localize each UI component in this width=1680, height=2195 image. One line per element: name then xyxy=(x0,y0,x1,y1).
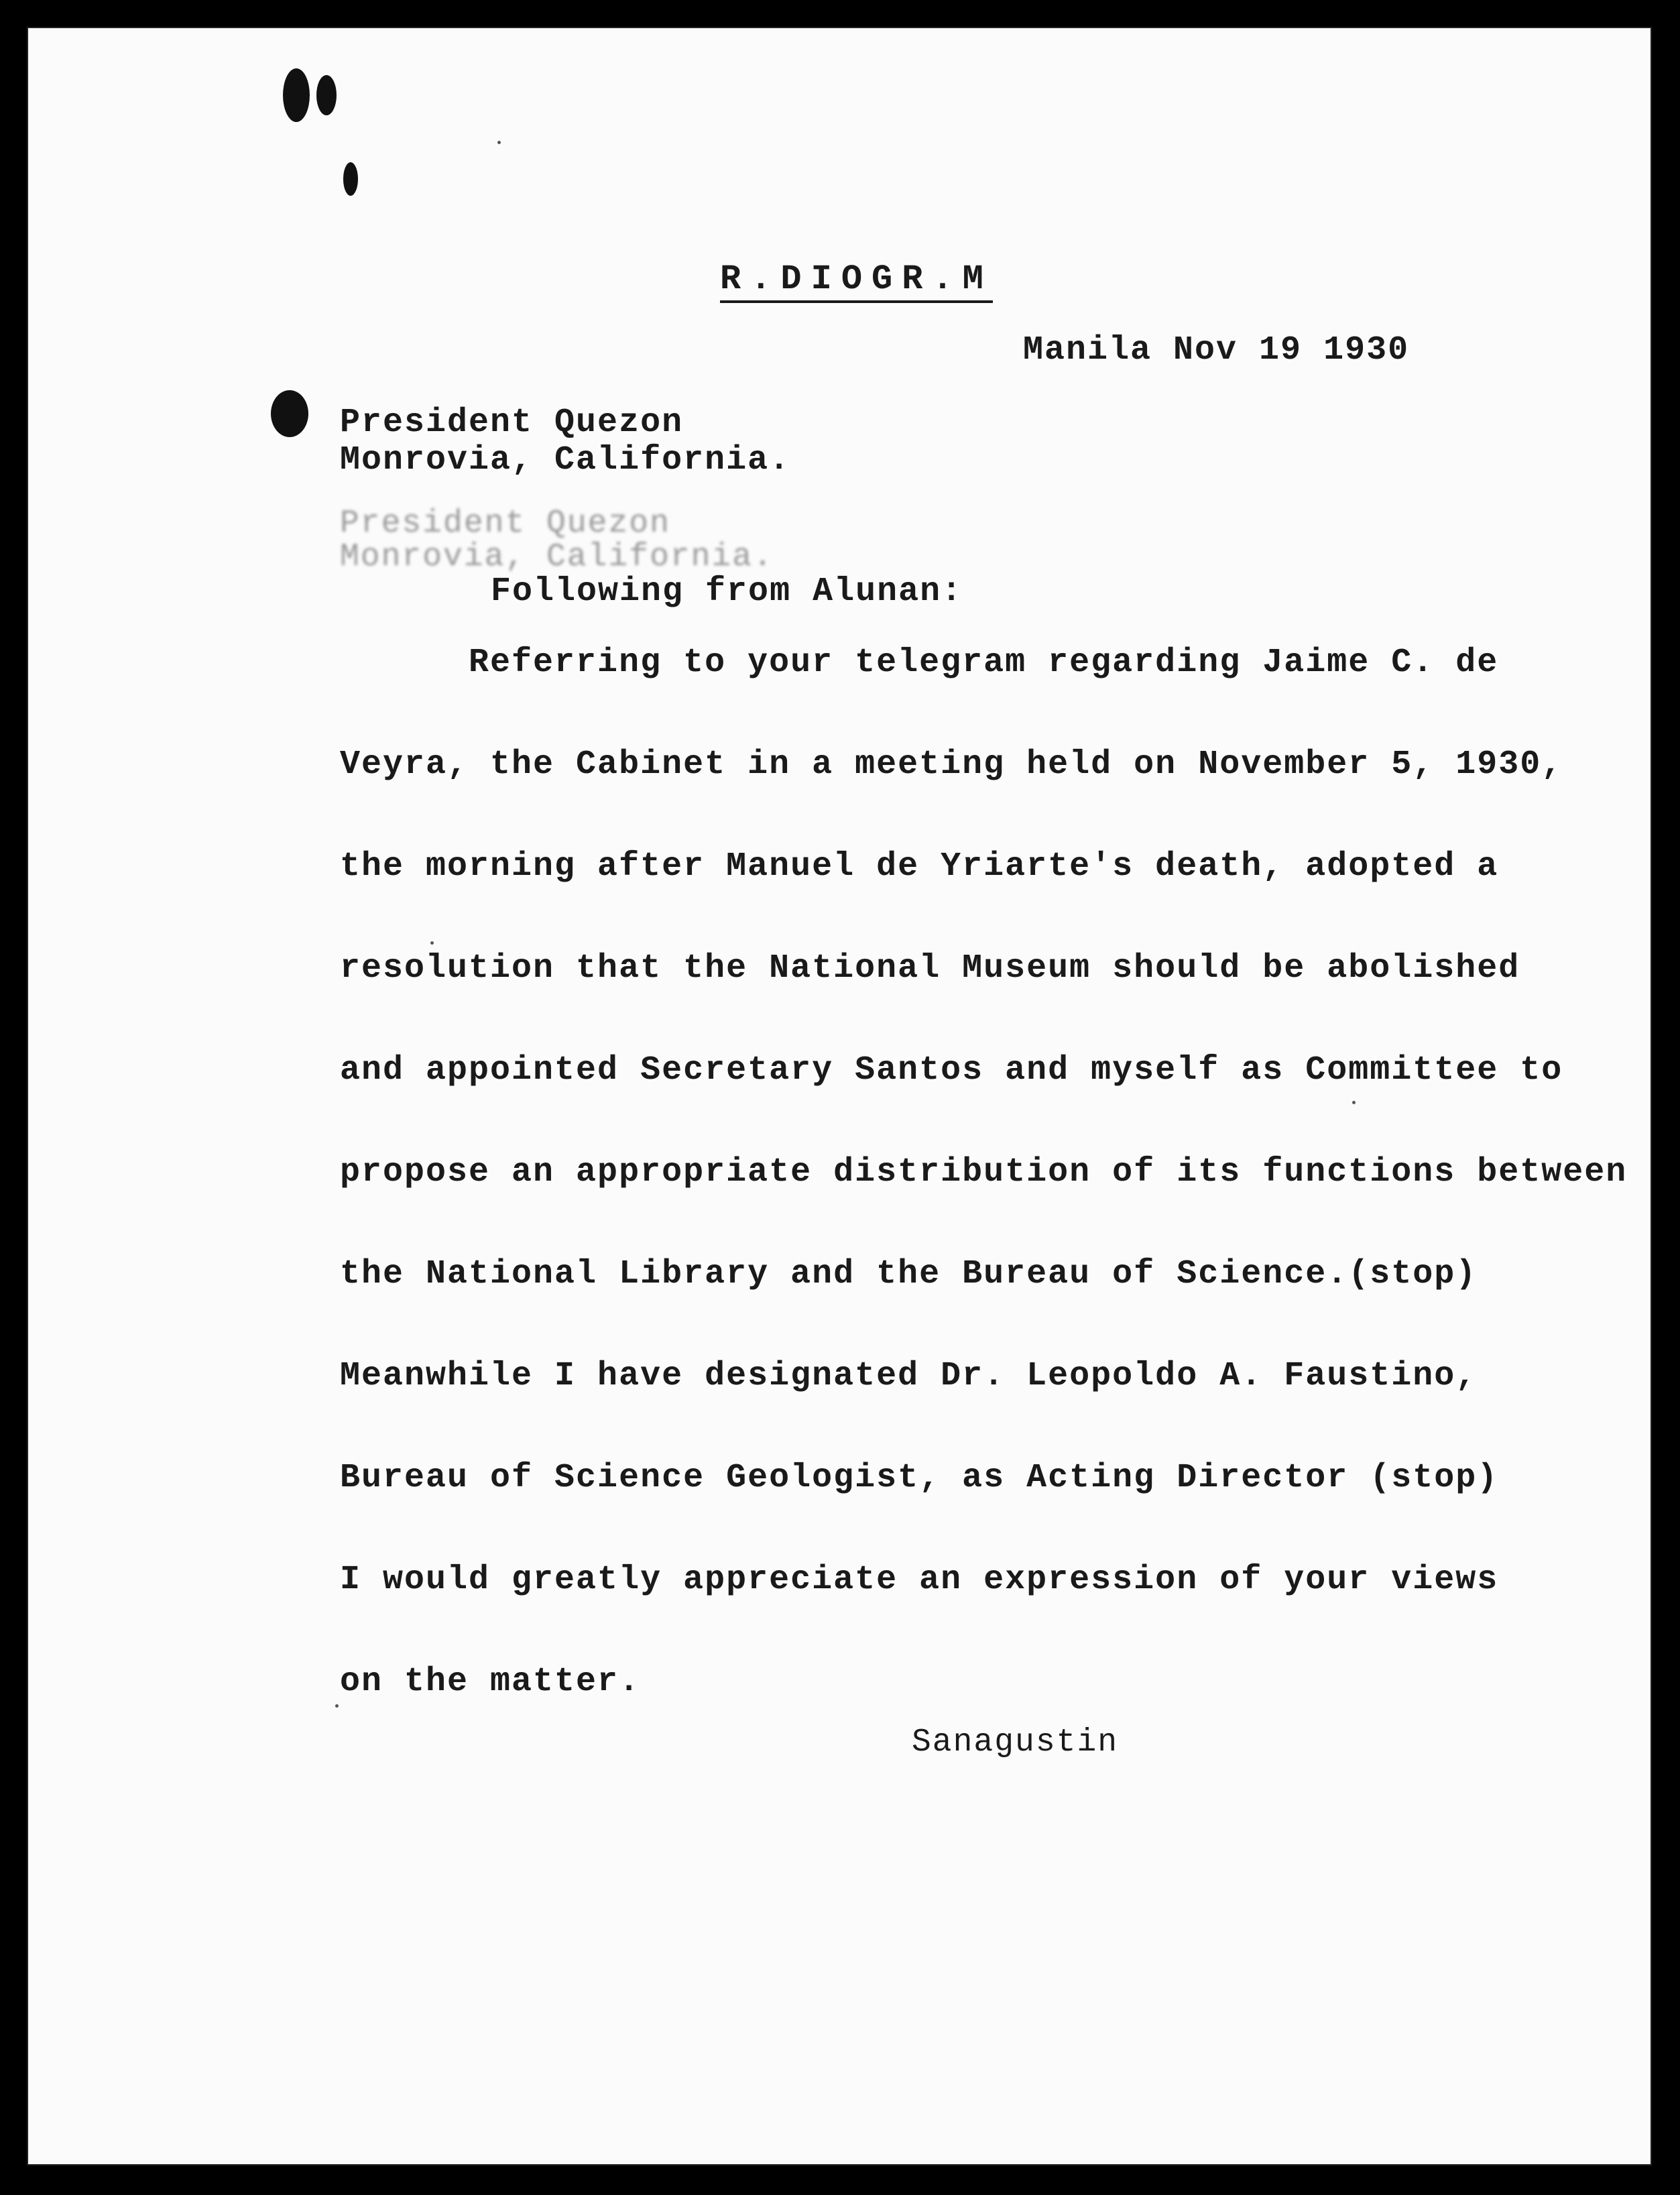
body-line: Meanwhile I have designated Dr. Leopoldo A. Faustino, xyxy=(340,1357,1478,1395)
ghost-addressee-name: President Quezon xyxy=(340,506,670,542)
addressee-location: Monrovia, California. xyxy=(340,441,791,479)
addressee-name: President Quezon xyxy=(340,404,684,442)
ghost-addressee-location: Monrovia, California. xyxy=(340,539,774,575)
ink-blot xyxy=(343,162,358,196)
dateline: Manila Nov 19 1930 xyxy=(1023,331,1410,369)
body-line: propose an appropriate distribution of its functions between xyxy=(340,1153,1628,1191)
body-line: I would greatly appreciate an expression of your views xyxy=(340,1561,1499,1599)
signature: Sanagustin xyxy=(912,1724,1119,1761)
body-line: the National Library and the Bureau of Science.(stop) xyxy=(340,1255,1478,1293)
body-line: Veyra, the Cabinet in a meeting held on November 5, 1930, xyxy=(340,746,1563,784)
from-line: Following from Alunan: xyxy=(491,573,963,611)
body-line: on the matter. xyxy=(340,1663,641,1701)
speck xyxy=(335,1704,339,1708)
speck xyxy=(497,141,501,144)
ink-blot xyxy=(283,68,310,122)
speck xyxy=(430,941,434,945)
ink-blot xyxy=(316,75,337,115)
body-line: Referring to your telegram regarding Jaime C. de xyxy=(340,644,1499,682)
body-line: and appointed Secretary Santos and myself as Committee to xyxy=(340,1051,1563,1089)
ink-blot xyxy=(271,390,308,437)
document-title: R.DIOGR.M xyxy=(720,259,993,303)
body-line: Bureau of Science Geologist, as Acting Director (stop) xyxy=(340,1459,1499,1497)
body-line: the morning after Manuel de Yriarte's death, adopted a xyxy=(340,847,1499,886)
document-page xyxy=(27,27,1652,2166)
speck xyxy=(1352,1101,1356,1104)
body-line: resolution that the National Museum should be abolished xyxy=(340,949,1520,988)
